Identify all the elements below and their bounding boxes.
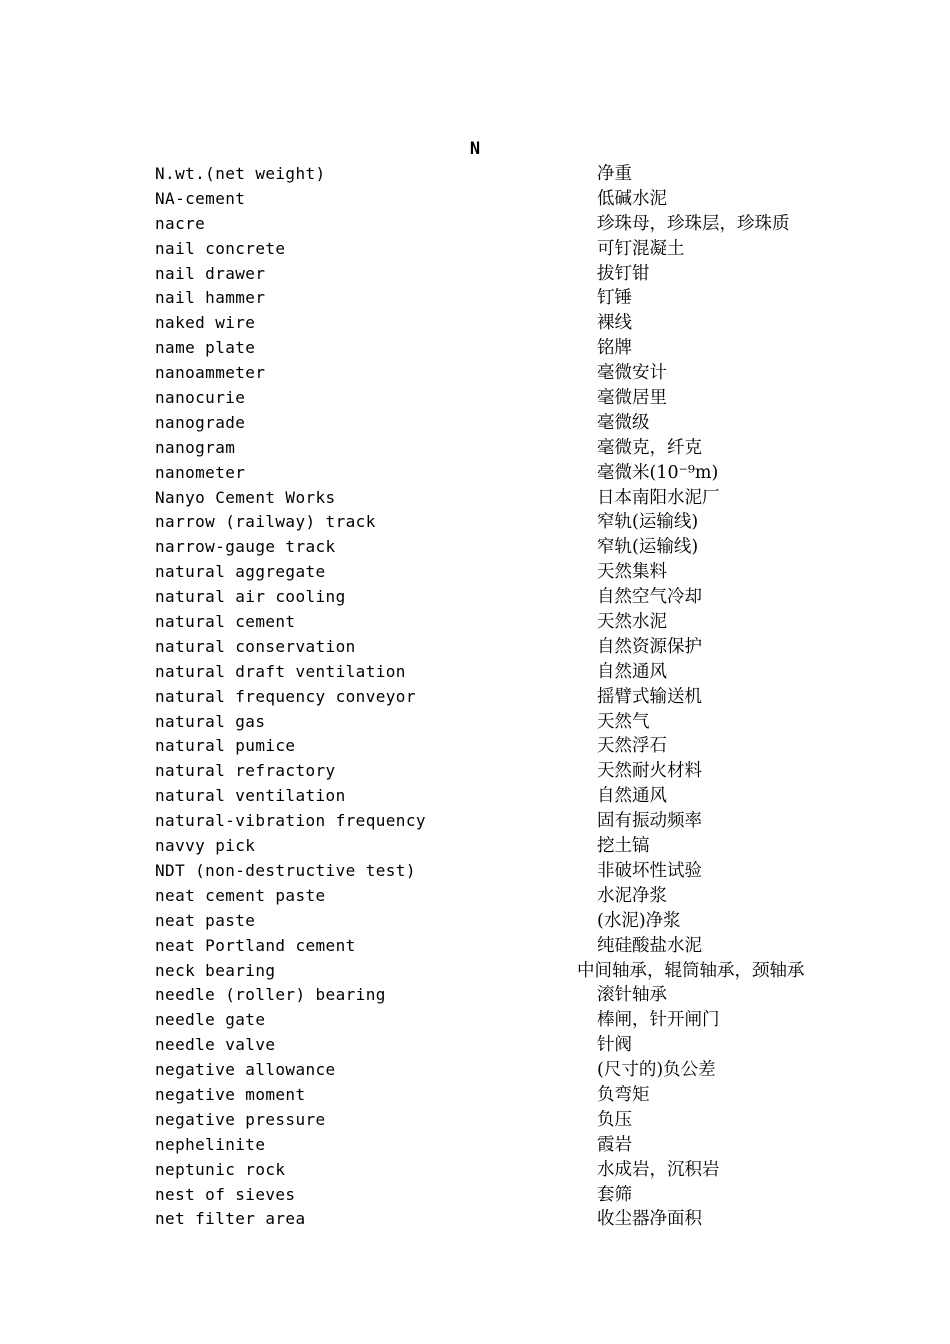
glossary-entry	[0, 1183, 950, 1208]
glossary-entry	[0, 585, 950, 610]
entry-term: neat paste	[155, 910, 256, 930]
glossary-entry	[0, 560, 950, 585]
entry-translation: 钉锤	[597, 288, 632, 309]
entry-term: name plate	[155, 338, 256, 358]
entry-term: natural refractory	[155, 761, 336, 781]
glossary-entry	[0, 486, 950, 511]
entry-term: net filter area	[155, 1209, 306, 1229]
entry-translation: 窄轨(运输线)	[597, 537, 699, 558]
glossary-entry	[0, 784, 950, 809]
glossary-entry	[0, 1008, 950, 1033]
entry-term: Nanyo Cement Works	[155, 487, 336, 507]
glossary-entry	[0, 187, 950, 212]
entry-term: natural gas	[155, 711, 266, 731]
entry-translation: 自然通风	[597, 786, 667, 807]
glossary-entry	[0, 510, 950, 535]
entry-translation: 天然耐火材料	[597, 761, 702, 782]
entry-translation: 窄轨(运输线)	[597, 512, 699, 533]
entry-term: nanoammeter	[155, 363, 266, 383]
entry-term: nail drawer	[155, 263, 266, 283]
entry-term: needle gate	[155, 1010, 266, 1030]
entry-translation: 可钉混凝土	[597, 238, 685, 259]
entry-translation: 毫微克，纤克	[597, 437, 702, 458]
entry-term: nephelinite	[155, 1134, 266, 1154]
glossary-entry	[0, 934, 950, 959]
glossary-entry	[0, 759, 950, 784]
entry-translation: 天然集料	[597, 562, 667, 583]
glossary-entry	[0, 884, 950, 909]
glossary-entry	[0, 411, 950, 436]
glossary-entry	[0, 610, 950, 635]
entry-translation: 毫微级	[597, 412, 650, 433]
glossary-entry	[0, 386, 950, 411]
entry-term: natural aggregate	[155, 562, 326, 582]
entry-term: needle valve	[155, 1035, 276, 1055]
entry-translation: 摇臂式输送机	[597, 686, 702, 707]
entry-term: needle (roller) bearing	[155, 985, 386, 1005]
entry-translation: 固有振动频率	[597, 811, 702, 832]
entry-translation: 霞岩	[597, 1134, 632, 1155]
glossary-entry	[0, 262, 950, 287]
glossary-entry-list	[0, 162, 950, 1232]
entry-term: narrow-gauge track	[155, 537, 336, 557]
glossary-entry	[0, 461, 950, 486]
glossary-entry	[0, 635, 950, 660]
entry-translation: 天然水泥	[597, 612, 667, 633]
entry-translation: 非破坏性试验	[597, 860, 702, 881]
entry-translation: 挖土镐	[597, 836, 650, 857]
glossary-entry	[0, 1083, 950, 1108]
entry-translation: (水泥)净浆	[597, 910, 681, 931]
entry-term: nanograde	[155, 412, 246, 432]
entry-term: nanogram	[155, 437, 236, 457]
entry-term: nail concrete	[155, 238, 286, 258]
entry-translation: 铭牌	[597, 338, 632, 359]
entry-term: natural conservation	[155, 636, 356, 656]
entry-translation: 天然气	[597, 711, 650, 732]
entry-term: NDT (non-destructive test)	[155, 860, 416, 880]
glossary-entry	[0, 1207, 950, 1232]
entry-term: N.wt.(net weight)	[155, 164, 326, 183]
entry-translation: 棒闸，针开闸门	[597, 1010, 720, 1031]
section-letter-heading: N	[469, 139, 481, 159]
entry-translation: 针阀	[597, 1035, 632, 1056]
entry-term: NA-cement	[155, 188, 246, 208]
entry-translation: 收尘器净面积	[597, 1209, 702, 1230]
entry-translation: 珍珠母，珍珠层，珍珠质	[597, 213, 790, 234]
entry-translation: 套筛	[597, 1184, 632, 1205]
entry-translation: 毫微米(10⁻⁹m)	[597, 462, 719, 483]
entry-term: natural-vibration frequency	[155, 811, 426, 831]
entry-translation: 自然空气冷却	[597, 587, 702, 608]
glossary-entry	[0, 1033, 950, 1058]
entry-translation: 毫微居里	[597, 388, 667, 409]
glossary-entry	[0, 1058, 950, 1083]
entry-term: neck bearing	[155, 960, 276, 980]
glossary-entry	[0, 162, 950, 187]
entry-term: neptunic rock	[155, 1159, 286, 1179]
glossary-entry	[0, 1158, 950, 1183]
entry-translation: 中间轴承，辊筒轴承，颈轴承	[577, 960, 805, 981]
glossary-entry	[0, 1133, 950, 1158]
entry-term: naked wire	[155, 313, 256, 333]
entry-term: nail hammer	[155, 288, 266, 308]
entry-term: nanometer	[155, 462, 246, 482]
glossary-entry	[0, 336, 950, 361]
entry-term: nacre	[155, 213, 206, 233]
entry-translation: 天然浮石	[597, 736, 667, 757]
glossary-entry	[0, 909, 950, 934]
entry-term: neat cement paste	[155, 885, 326, 905]
entry-translation: (尺寸的)负公差	[597, 1060, 716, 1081]
entry-term: nest of sieves	[155, 1184, 296, 1204]
glossary-entry	[0, 983, 950, 1008]
glossary-entry	[0, 286, 950, 311]
glossary-entry	[0, 710, 950, 735]
glossary-entry	[0, 809, 950, 834]
entry-term: natural pumice	[155, 736, 296, 756]
entry-term: nanocurie	[155, 388, 246, 408]
entry-term: natural cement	[155, 612, 296, 632]
entry-translation: 毫微安计	[597, 363, 667, 384]
entry-term: navvy pick	[155, 836, 256, 856]
entry-term: natural air cooling	[155, 587, 346, 607]
entry-translation: 裸线	[597, 313, 632, 334]
entry-translation: 水成岩，沉积岩	[597, 1159, 720, 1180]
glossary-entry	[0, 436, 950, 461]
entry-term: natural frequency conveyor	[155, 686, 416, 706]
entry-term: natural ventilation	[155, 786, 346, 806]
glossary-entry	[0, 859, 950, 884]
entry-term: negative moment	[155, 1084, 306, 1104]
entry-term: negative allowance	[155, 1060, 336, 1080]
entry-term: natural draft ventilation	[155, 661, 406, 681]
glossary-entry	[0, 311, 950, 336]
glossary-entry	[0, 834, 950, 859]
glossary-entry	[0, 212, 950, 237]
entry-term: narrow (railway) track	[155, 512, 376, 532]
entry-translation: 低碱水泥	[597, 188, 667, 209]
glossary-entry	[0, 361, 950, 386]
glossary-entry	[0, 959, 950, 984]
entry-term: neat Portland cement	[155, 935, 356, 955]
entry-translation: 日本南阳水泥厂	[597, 487, 720, 508]
entry-term: negative pressure	[155, 1109, 326, 1129]
entry-translation: 负弯矩	[597, 1084, 650, 1105]
entry-translation: 拔钉钳	[597, 263, 650, 284]
glossary-entry	[0, 734, 950, 759]
glossary-entry	[0, 535, 950, 560]
entry-translation: 净重	[597, 164, 632, 184]
glossary-entry	[0, 237, 950, 262]
entry-translation: 水泥净浆	[597, 885, 667, 906]
entry-translation: 纯硅酸盐水泥	[597, 935, 702, 956]
entry-translation: 滚针轴承	[597, 985, 667, 1006]
entry-translation: 负压	[597, 1109, 632, 1130]
glossary-entry	[0, 1108, 950, 1133]
glossary-entry	[0, 685, 950, 710]
glossary-entry	[0, 660, 950, 685]
entry-translation: 自然资源保护	[597, 636, 702, 657]
entry-translation: 自然通风	[597, 661, 667, 682]
